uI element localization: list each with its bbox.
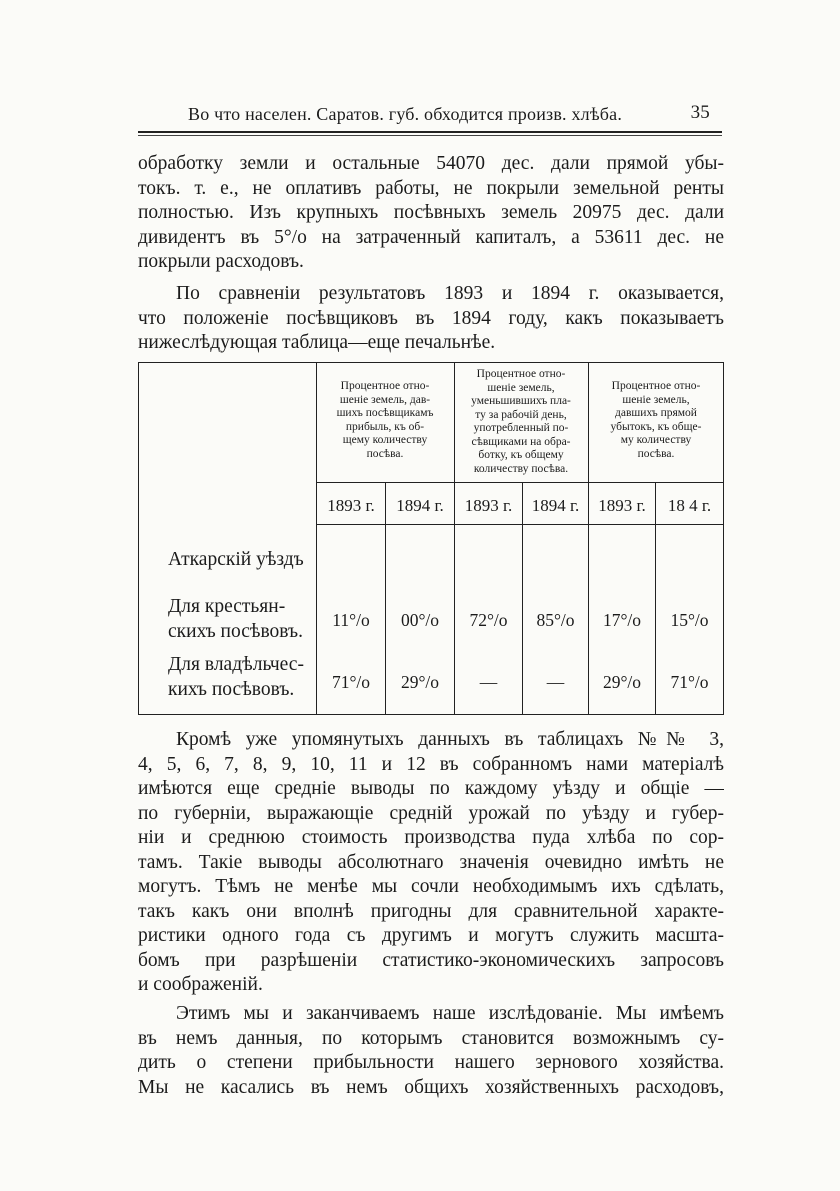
table-cell: 85°/о: [536, 610, 575, 630]
paragraph-intro-table: [138, 282, 724, 356]
table-bottom-rule: [138, 714, 724, 715]
text-line: дивидентъ въ 5°/о на затраченный капиталъ, а 53611 дес. не: [138, 226, 724, 248]
table-top-rule: [138, 362, 724, 363]
text-line: могутъ. Тѣмъ не менѣе мы сочли необходимымъ ихъ сдѣлать,: [138, 876, 724, 897]
year-header: 1894 г.: [531, 496, 580, 515]
text-line: бомъ при разрѣшеніи статистико-экономическихъ запросовъ: [138, 949, 724, 971]
text-line: По сравненіи результатовъ 1893 и 1894 г. оказывается,: [176, 283, 724, 304]
table-col-divider: [454, 362, 455, 715]
text-line: такъ какъ они вполнѣ пригодны для сравнительной характе-: [138, 900, 724, 922]
text-line: Кромѣ уже упомянутыхъ данныхъ въ таблицахъ №№ 3,: [176, 729, 724, 750]
text-line: обработку земли и остальные 54070 дес. дали прямой убы-: [138, 153, 724, 174]
text-line: ніи и среднюю стоимость производства пуда хлѣба по сор-: [138, 827, 724, 848]
paragraph-summary-tables: [138, 728, 724, 998]
table-header-rule: [316, 482, 724, 483]
year-header: 1893 г.: [464, 496, 513, 515]
text-line: ристики одного года съ другимъ и могутъ служить масшта-: [138, 925, 724, 946]
year-header: 18 4 г.: [667, 496, 712, 515]
col-header-direct-loss: Процентное отно- шеніе земель, давшихъ прямой убытокъ, къ обще- му количеству посѣва.: [610, 380, 702, 460]
text-line: въ немъ данныя, по которымъ становится возможнымъ су-: [138, 1027, 724, 1049]
table-cell: 15°/о: [670, 610, 709, 630]
table-cell: 29°/о: [400, 672, 440, 692]
header-rule: [138, 131, 722, 133]
paragraph-continuation: [138, 152, 724, 275]
table-cell: 17°/о: [602, 610, 642, 630]
table-cell: —: [546, 672, 565, 692]
text-line: что положеніе посѣвщиковъ въ 1894 году, какъ показываетъ: [138, 307, 724, 329]
text-line: Мы не касались въ немъ общихъ хозяйственныхъ расходовъ,: [138, 1076, 724, 1098]
row-label-peasant: Для крестьян- скихъ посѣвовъ.: [168, 596, 303, 642]
table-right-border: [723, 362, 724, 715]
header-rule-thin: [138, 135, 722, 136]
col-header-profit: Процентное отно- шеніе земель, дав- шихъ посѣвщикамъ прибыль, къ об- щему количеству посѣва.: [336, 380, 434, 460]
year-header: 1894 г.: [396, 496, 444, 515]
table-col-divider: [588, 362, 589, 715]
text-line: имѣются еще средніе выводы по каждому уѣзду и общіе —: [138, 778, 724, 799]
running-header: [140, 100, 722, 126]
district-label: Аткарскій уѣздъ: [168, 549, 304, 570]
year-header: 1893 г.: [327, 496, 375, 515]
running-title: Во что населен. Саратов. губ. обходится произв. хлѣба.: [188, 104, 623, 124]
text-line: 4, 5, 6, 7, 8, 9, 10, 11 и 12 въ собранномъ нами матеріалѣ: [138, 753, 724, 775]
text-line: нижеслѣдующая таблица—еще печальнѣе.: [138, 332, 496, 353]
table-left-border: [138, 362, 139, 715]
table-cell: 71°/о: [670, 672, 709, 692]
text-line: тамъ. Такіе выводы абсолютнаго значенія очевидно имѣть не: [138, 851, 724, 873]
text-line: покрыли расходовъ.: [138, 251, 304, 272]
col-header-reduced-pay: Процентное отно- шеніе земель, уменьшившихъ пла- ту за рабочій день, употребленный по- сѣвщиками на обра- ботку, къ общему количеству посѣва.: [471, 368, 571, 475]
paragraph-conclusion: [138, 1002, 724, 1100]
table-cell: 71°/о: [331, 672, 371, 692]
page-number: 35: [690, 102, 710, 123]
table-cell: 11°/о: [332, 610, 370, 630]
text-line: дить о степени прибыльности нашего зернового хозяйства.: [138, 1052, 724, 1073]
text-line: по губерніи, выражающіе средній урожай по уѣзду и губер-: [138, 802, 724, 824]
table-cell: —: [479, 672, 498, 692]
table-cell: 29°/о: [602, 672, 642, 692]
table-col-divider: [316, 362, 317, 715]
text-line: и соображеній.: [138, 974, 263, 995]
text-line: токъ. т. е., не оплативъ работы, не покрыли земельной ренты: [138, 177, 724, 199]
comparison-table: [138, 362, 724, 716]
table-year-rule: [316, 524, 724, 525]
table-cell: 00°/о: [400, 610, 440, 630]
row-label-landowner: Для владѣльчес- кихъ посѣвовъ.: [168, 654, 304, 700]
text-line: полностью. Изъ крупныхъ посѣвныхъ земель 20975 дес. дали: [138, 202, 724, 223]
text-line: Этимъ мы и заканчиваемъ наше изслѣдованіе. Мы имѣемъ: [176, 1003, 724, 1024]
year-header: 1893 г.: [598, 496, 646, 515]
table-cell: 72°/о: [469, 610, 508, 630]
